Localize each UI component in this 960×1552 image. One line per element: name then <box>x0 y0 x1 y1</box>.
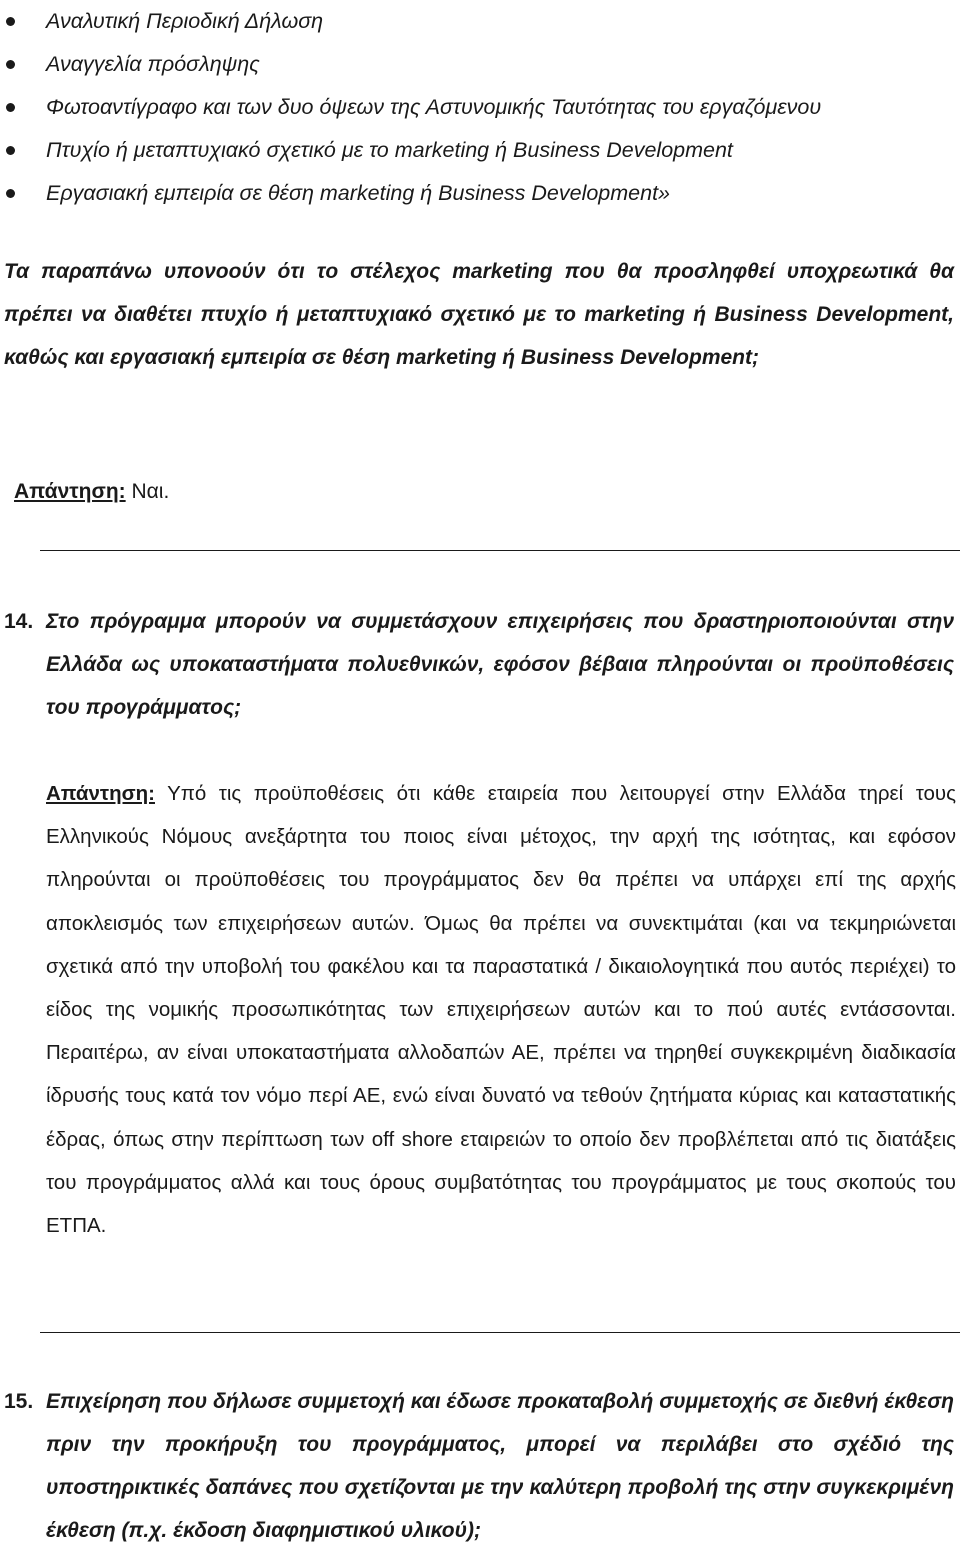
list-item: Φωτοαντίγραφο και των δυο όψεων της Αστυνομικής Ταυτότητας του εργαζόμενου <box>0 86 960 129</box>
question-number: 15. <box>4 1390 34 1413</box>
bullet-icon <box>6 146 15 155</box>
question-text: Επιχείρηση που δήλωσε συμμετοχή και έδωσε προκαταβολή συμμετοχής σε διεθνή έκθεση πριν την προκήρυξη του προγράμματος, μπορεί να περιλάβει στο σχέδιό της υποστηρικτικές δαπάνες που σχετίζονται με την καλύτερη προβολή της στην συγκεκριμένη έκθεση (π.χ. έκδοση διαφημιστικού υλικού); <box>46 1390 954 1542</box>
bullet-icon <box>6 189 15 198</box>
question-14 <box>4 600 954 729</box>
answer-text: Ναι. <box>125 480 170 503</box>
separator-line <box>40 1332 960 1333</box>
answer-label: Απάντηση: <box>46 782 155 805</box>
question-text: Στο πρόγραμμα μπορούν να συμμετάσχουν επιχειρήσεις που δραστηριοποιούνται στην Ελλάδα ως υποκαταστήματα πολυεθνικών, εφόσον βέβαια πληρούνται οι προϋποθέσεις του προγράμματος; <box>46 610 954 719</box>
answer-text: Υπό τις προϋποθέσεις ότι κάθε εταιρεία που λειτουργεί στην Ελλάδα τηρεί τους Ελληνικούς Νόμους ανεξάρτητα του ποιος είναι μέτοχος, την αρχή της ισότητας, και εφόσον πληρούνται οι προϋποθέσεις του προγράμματος δεν θα πρέπει να υπάρχει επί της αρχής αποκλεισμός των επιχειρήσεων αυτών. Όμως θα πρέπει να συνεκτιμάται (και να τεκμηριώνεται σχετικά από την υποβολή του φακέλου και τα παραστατικά / δικαιολογητικά που αυτός περιέχει) το είδος της νομικής προσωπικότητας των επιχειρήσεων αυτών και το πού αυτές εντάσσονται. Περαιτέρω, αν είναι υποκαταστήματα αλλοδαπών ΑΕ, πρέπει να τηρηθεί συγκεκριμένη διαδικασία ίδρυσής τους κατά τον νόμο περί ΑΕ, ενώ είναι δυνατό να τεθούν ζητήματα κύριας και καταστατικής έδρας, όπως στην περίπτωση των off shore εταιρειών το οποίο δεν προβλέπεται από τις διατάξεις του προγράμματος αλλά και τους όρους συμβατότητας του προγράμματος με τους σκοπούς του ΕΤΠΑ. <box>46 782 956 1238</box>
list-item: Αναγγελία πρόσληψης <box>0 43 960 86</box>
question-number: 14. <box>4 610 34 633</box>
list-item: Εργασιακή εμπειρία σε θέση marketing ή Business Development» <box>0 172 960 215</box>
bullet-icon <box>6 103 15 112</box>
requirements-list <box>0 0 960 215</box>
list-item: Πτυχίο ή μεταπτυχιακό σχετικό με το marketing ή Business Development <box>0 129 960 172</box>
question-15 <box>4 1380 954 1552</box>
answer-label: Απάντηση: <box>14 480 126 503</box>
separator-line <box>40 550 960 551</box>
bullet-icon <box>6 17 15 26</box>
question-intro: Τα παραπάνω υπονοούν ότι το στέλεχος marketing που θα προσληφθεί υποχρεωτικά θα πρέπει να διαθέτει πτυχίο ή μεταπτυχιακό σχετικό με το marketing ή Business Development, καθώς και εργασιακή εμπειρία σε θέση marketing ή Business Development; <box>4 260 954 369</box>
answer-14 <box>46 772 956 1247</box>
bullet-icon <box>6 60 15 69</box>
list-item: Αναλυτική Περιοδική Δήλωση <box>0 0 960 43</box>
answer-1 <box>14 470 169 513</box>
